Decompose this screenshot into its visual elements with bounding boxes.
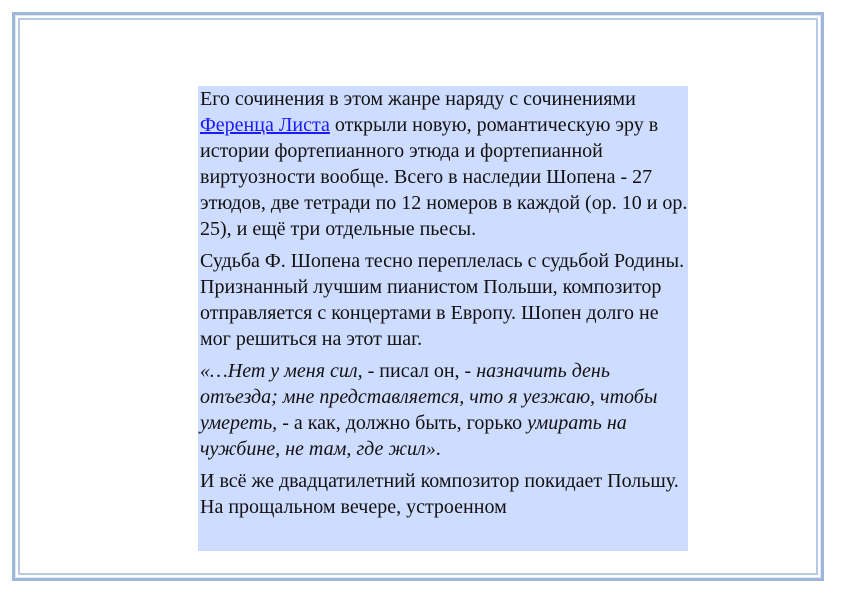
paragraph-quote — [200, 358, 688, 462]
quote-part-1: «…Нет у меня сил, — [200, 360, 363, 382]
quote-part-3: умирать на чужбине, не там, где жил» — [200, 412, 627, 460]
paragraph-departure: И всё же двадцатилетний композитор покидает Польшу. На прощальном вечере, устроенном — [200, 470, 679, 518]
paragraph-etudes — [200, 86, 688, 242]
quote-narration-2: - а как, должно быть, горько — [277, 412, 528, 434]
liszt-link[interactable]: Ференца Листа — [200, 114, 330, 136]
paragraph-etudes-end: открыли новую, романтическую эру в истории фортепианного этюда и фортепианной виртуозности вообще. Всего в наследии Шопена - 27 этюдов, две тетради по 12 номеров в каждой (ор. 10 и ор. 25), и ещё три отдельные пьесы. — [200, 114, 688, 240]
paragraph-fate: Судьба Ф. Шопена тесно переплелась с судьбой Родины. Признанный лучшим пианистом Польши, композитор отправляется с концертами в Европу. Шопен долго не мог решиться на этот шаг. — [200, 250, 685, 350]
quote-part-2: назначить день отъезда; мне представляется, что я уезжаю, чтобы умереть, — [200, 360, 658, 434]
text-box — [198, 86, 688, 551]
quote-end: . — [435, 438, 441, 460]
quote-narration-1: - писал он, - — [362, 360, 477, 382]
paragraph-etudes-start: Его сочинения в этом жанре наряду с сочинениями — [200, 88, 636, 110]
